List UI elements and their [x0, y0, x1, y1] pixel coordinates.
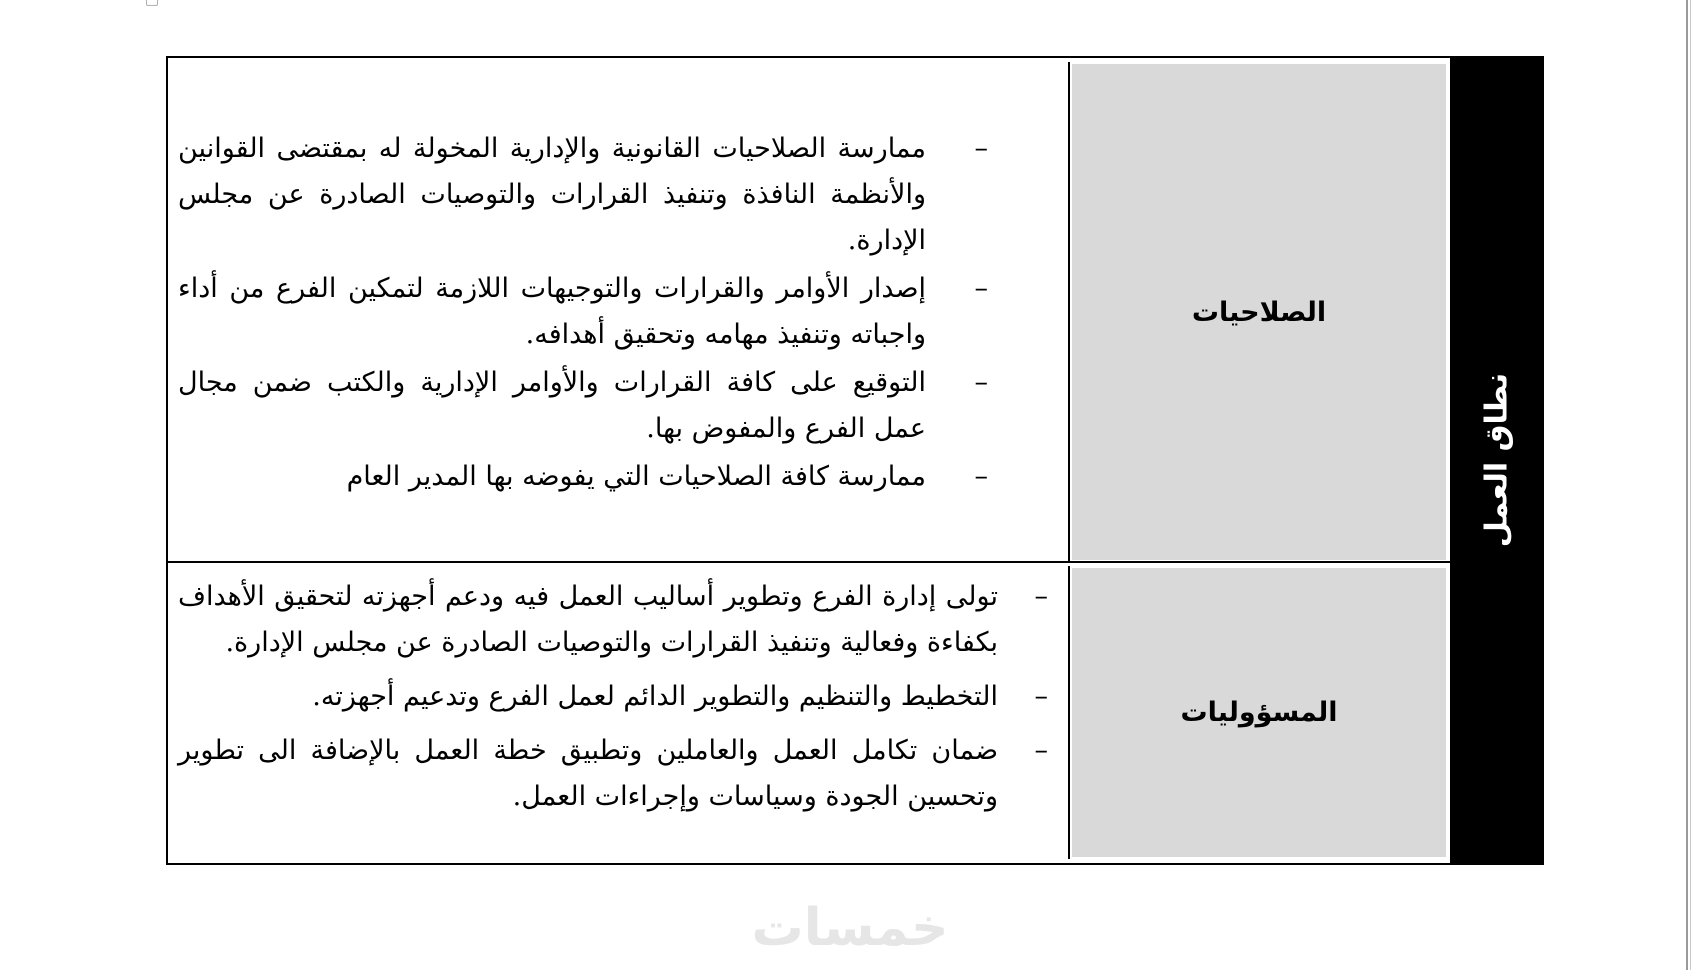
list-item-text: ممارسة الصلاحيات القانونية والإدارية المخولة له بمقتضى القوانين والأنظمة النافذة وتنفيذ القرارات والتوصيات الصادرة عن مجلس الإدارة.	[178, 133, 926, 256]
authorities-label-cell	[1068, 62, 1448, 562]
responsibilities-content	[178, 574, 1048, 828]
dash-bullet: –	[1034, 681, 1048, 712]
watermark-logo: خمسات	[751, 898, 949, 958]
list-item	[178, 674, 1048, 720]
list-item-text: التوقيع على كافة القرارات والأوامر الإدارية والكتب ضمن مجال عمل الفرع والمفوض بها.	[178, 367, 926, 444]
page-edge	[1686, 0, 1688, 970]
list-item-text: التخطيط والتنظيم والتطوير الدائم لعمل الفرع وتدعيم أجهزته.	[312, 681, 998, 712]
list-item-text: ضمان تكامل العمل والعاملين وتطبيق خطة العمل بالإضافة الى تطوير وتحسين الجودة وسياسات وإجراءات العمل.	[178, 735, 998, 812]
list-item	[178, 454, 988, 500]
authorities-content	[178, 126, 988, 502]
scope-label: نطاق العمل	[1479, 372, 1515, 548]
list-item-text: إصدار الأوامر والقرارات والتوجيهات اللازمة لتمكين الفرع من أداء واجباته وتنفيذ مهامه وتحقيق أهدافه.	[178, 273, 926, 350]
dash-bullet: –	[974, 461, 988, 492]
responsibilities-label-cell	[1068, 566, 1448, 859]
scope-table	[166, 56, 1544, 865]
dash-bullet: –	[1034, 735, 1048, 766]
list-item	[178, 126, 988, 264]
authorities-list	[178, 126, 988, 500]
responsibilities-label: المسؤوليات	[1180, 697, 1338, 728]
scope-column	[1450, 58, 1544, 863]
dash-bullet: –	[974, 133, 988, 164]
list-item	[178, 360, 988, 452]
authorities-label: الصلاحيات	[1191, 296, 1327, 328]
list-item	[178, 266, 988, 358]
page-corner-mark	[146, 0, 158, 6]
list-item	[178, 574, 1048, 666]
dash-bullet: –	[1034, 581, 1048, 612]
list-item-text: ممارسة كافة الصلاحيات التي يفوضه بها المدير العام	[346, 461, 926, 492]
dash-bullet: –	[974, 273, 988, 304]
dash-bullet: –	[974, 367, 988, 398]
list-item	[178, 728, 1048, 820]
list-item-text: تولى إدارة الفرع وتطوير أساليب العمل فيه ودعم أجهزته لتحقيق الأهداف بكفاءة وفعالية وتنفيذ القرارات والتوصيات الصادرة عن مجلس الإدارة.	[178, 581, 998, 658]
row-divider	[168, 561, 1450, 563]
responsibilities-list	[178, 574, 1048, 820]
page-edge-shadow	[1690, 0, 1691, 970]
